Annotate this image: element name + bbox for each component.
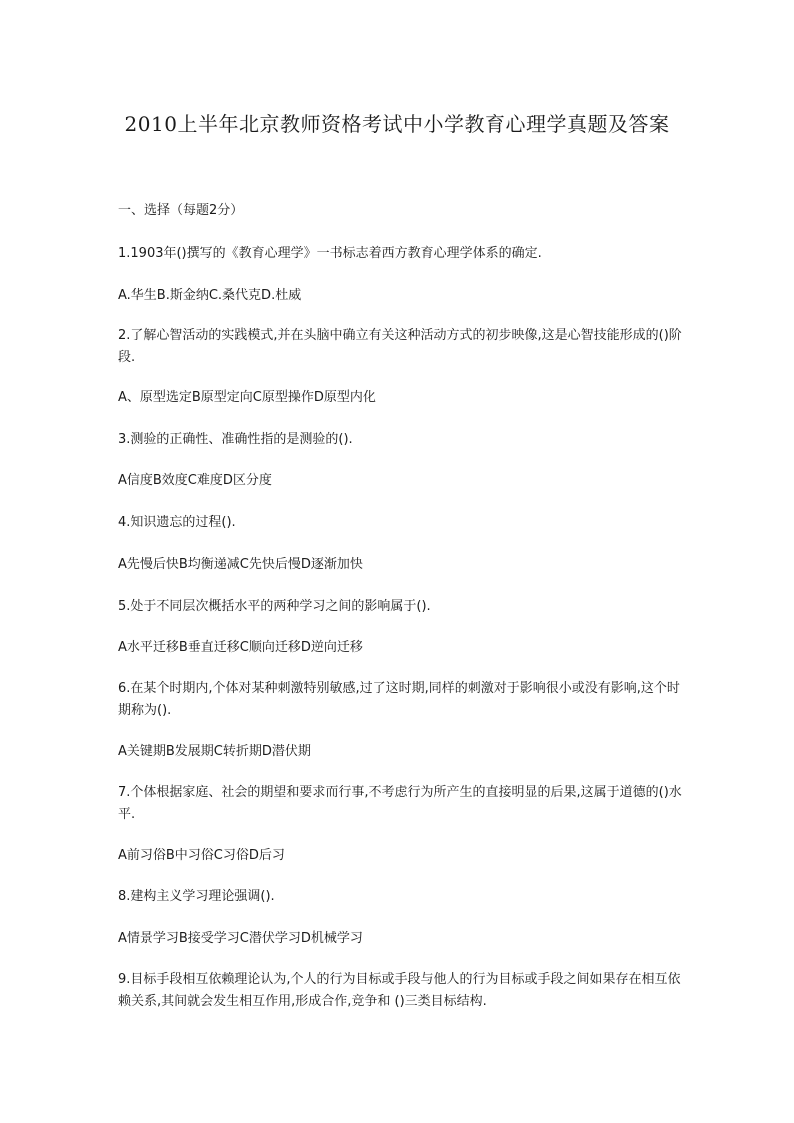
question-1-stem: 1.1903年()撰写的《教育心理学》一书标志着西方教育心理学体系的确定. (118, 246, 542, 261)
question-9-stem: 9.目标手段相互依赖理论认为,个人的行为目标或手段与他人的行为目标或手段之间如果存在相互依赖关系,其间就会发生相互作用,形成合作,竞争和 ()三类目标结构. (118, 972, 681, 1009)
question-5-stem: 5.处于不同层次概括水平的两种学习之间的影响属于(). (118, 599, 431, 614)
question-2-options: A、原型选定B原型定向C原型操作D原型内化 (118, 390, 376, 405)
question-4-options: A先慢后快B均衡递减C先快后慢D逐渐加快 (118, 557, 363, 572)
question-2-stem: 2.了解心智活动的实践模式,并在头脑中确立有关这种活动方式的初步映像,这是心智技能形成的()阶段. (118, 328, 682, 365)
question-6-options: A关键期B发展期C转折期D潜伏期 (118, 744, 311, 759)
document-title: 2010上半年北京教师资格考试中小学教育心理学真题及答案 (124, 112, 670, 136)
question-8-options: A情景学习B接受学习C潜伏学习D机械学习 (118, 931, 363, 946)
question-3-options: A信度B效度C难度D区分度 (118, 473, 272, 488)
question-4-stem: 4.知识遗忘的过程(). (118, 515, 236, 530)
question-7-stem: 7.个体根据家庭、社会的期望和要求而行事,不考虑行为所产生的直接明显的后果,这属于道德的()水平. (118, 785, 682, 822)
question-3-stem: 3.测验的正确性、准确性指的是测验的(). (118, 432, 353, 447)
question-7-options: A前习俗B中习俗C习俗D后习 (118, 848, 285, 863)
question-8-stem: 8.建构主义学习理论强调(). (118, 889, 275, 904)
question-6-stem: 6.在某个时期内,个体对某种刺激特别敏感,过了这时期,同样的刺激对于影响很小或没有影响,这个时期称为(). (118, 681, 680, 718)
question-5-options: A水平迁移B垂直迁移C顺向迁移D逆向迁移 (118, 640, 363, 655)
section-heading: 一、选择（每题2分） (118, 203, 244, 218)
question-1-options: A.华生B.斯金纳C.桑代克D.杜威 (118, 288, 302, 303)
